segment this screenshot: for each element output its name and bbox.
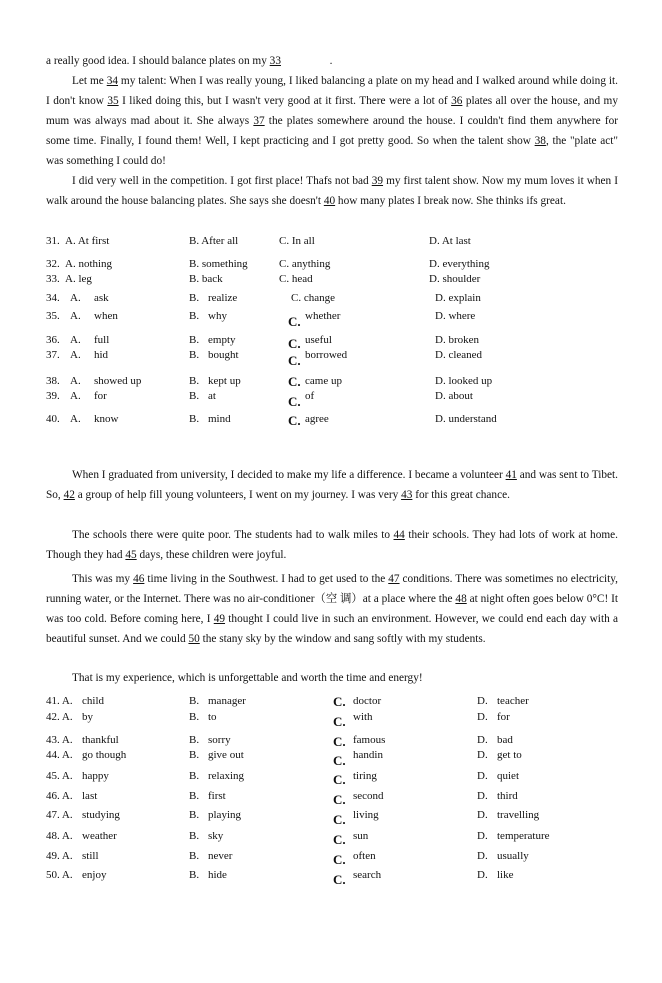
blank-41: 41 [505,469,517,481]
blank-42: 42 [63,489,75,501]
blank-45: 45 [125,549,137,561]
question-45: 45. A. happy B. relaxing C. tiring D. quiet [46,770,519,787]
question-42: 42. A. by B. to C. with D. for [46,711,510,729]
blank-33: 33 [269,55,281,67]
blank-50: 50 [188,633,200,645]
question-41: 41. A. child B. manager C. doctor D. teacher [46,694,529,709]
passage1-paragraph-2: I did very well in the competition. I got first place! Thafs not bad 39 my first talent show. Now my mum loves it when I walk around the house balancing plates. She says she doesn't 40 how many plates I break now. She thinks ifs great. [46,175,618,207]
c-mark-49: C. [333,852,346,867]
c-mark-46: C. [333,792,346,807]
c-mark-47: C. [333,812,346,827]
blank-36: 36 [451,95,463,107]
blank-43: 43 [401,489,413,501]
blank-37: 37 [253,115,265,127]
c-mark-48: C. [333,832,346,847]
question-33: 33. A. leg B. back C. head D. shoulder [46,273,481,285]
question-44: 44. A. go though B. give out C. handin D. get to [46,749,522,768]
question-38: 38. A. showed up B. kept up C. came up D. looked up [46,374,493,389]
c-mark-50: C. [333,872,346,887]
blank-38: 38 [534,135,546,147]
passage1-paragraph-1: Let me 34 my talent: When I was really young, I liked balancing a plate on my head and I walked around while doing it. I don't know 35 I liked doing this, but I wasn't very good at it first. There were a lot of 36 plates all over the house, and my mum was always mad about it. She always 37 the plates somewhere around the house. I couldn't find them anywhere for some time. Finally, I found them! Well, I kept practicing and I got pretty good. So when the talent show 38, the "plate act" was something I could do! [46,75,619,167]
passage2-paragraph-1: When I graduated from university, I decided to make my life a difference. I became a volunteer 41 and was sent to Tibet. So, 42 a group of help fill young volunteers, I went on my journey. I was very 43 for this great chance. [46,469,618,501]
blank-44: 44 [393,529,405,541]
blank-40: 40 [323,195,336,207]
question-48: 48. A. weather B. sky C. sun D. temperature [46,830,550,847]
c-mark-44: C. [333,753,346,768]
blank-47: 47 [388,573,400,585]
c-mark-43: C. [333,734,346,749]
question-40: 40. A. know B. mind C. agree D. understand [46,413,497,428]
c-mark-41: C. [333,694,346,709]
question-43: 43. A. thankful B. sorry C. famous D. bad [46,734,513,749]
question-39: 39. A. for B. at C. of D. about [46,390,473,409]
blank-34: 34 [106,75,118,87]
c-mark-42: C. [333,714,346,729]
question-47: 47. A. studying B. playing C. living D. travelling [46,809,540,827]
passage2-paragraph-3: This was my 46 time living in the Southwest. I had to get used to the 47 conditions. There was sometimes no electricity, running water, or the Internet. There was no air-conditioner（空 调）at a place where the 48 at night often goes below 0°C! It was too cold. Before coming here, I 49 thought I could live in such an environment. However, we could end each day with a beautiful sunset. And we could 50 the stany sky by the window and sang softly with my students. [46,573,618,645]
passage2-paragraph-2: The schools there were quite poor. The students had to walk miles to 44 their schools. They had lots of work at home. Though they had 45 days, these children were joyful. [46,529,618,561]
passage1-paragraph-0: a really good idea. I should balance plates on my 33 . [46,51,618,71]
question-31: 31. A. At first B. After all C. In all D. At last [46,235,471,247]
question-37: 37. A. hid B. bought C. borrowed D. cleaned [46,349,483,368]
blank-35: 35 [107,95,119,107]
blank-39: 39 [371,175,384,187]
blank-48: 48 [455,593,467,605]
question-36: 36. A. full B. empty C. useful D. broken [46,334,479,351]
question-46: 46. A. last B. first C. second D. third [46,790,518,807]
question-49: 49. A. still B. never C. often D. usually [46,850,529,867]
passage2-paragraph-4: That is my experience, which is unforgettable and worth the time and energy! [72,672,423,684]
blank-46: 46 [133,573,145,585]
question-50: 50. A. enjoy B. hide C. search D. like [46,869,514,887]
c-mark-45: C. [333,772,346,787]
question-35: 35. A. when B. why C. whether D. where [46,310,476,329]
question-34: 34. A. ask B. realize C. change D. explain [46,292,481,304]
blank-49: 49 [213,613,226,625]
question-32: 32. A. nothing B. something C. anything D. everything [46,258,490,270]
